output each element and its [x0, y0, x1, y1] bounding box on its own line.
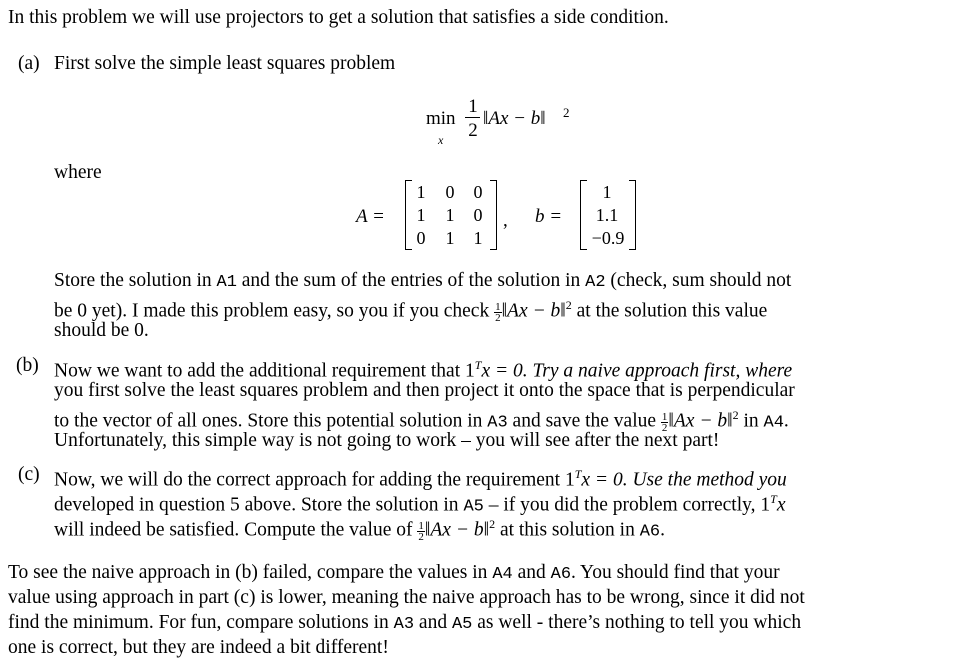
text-fragment: x [776, 494, 786, 516]
text-fragment: Now we want to add the additional requirement that 1 [54, 360, 475, 382]
closing-line3 [8, 610, 946, 637]
text-fragment: – if you did the problem correctly, 1 [483, 494, 771, 516]
objective-frac-den: 2 [468, 120, 478, 141]
part-a-store-line3 [54, 318, 946, 343]
var-A3: A3 [487, 413, 508, 433]
fraction-numerator: 1 [495, 300, 501, 313]
matrix-A-cell: 1 [416, 205, 426, 225]
closing-line4 [8, 635, 946, 660]
var-A1: A1 [216, 273, 237, 292]
text-fragment: one is correct, but they are indeed a bit different! [8, 637, 389, 658]
inline-norm: ‖Ax − b‖ [424, 519, 490, 541]
matrix-A [405, 180, 497, 250]
transpose-sup: T [574, 467, 582, 481]
text-fragment: and the sum of the entries of the solution in [236, 270, 586, 291]
var-A6: A6 [550, 565, 572, 584]
intro-text [8, 5, 968, 30]
objective-power: 2 [563, 105, 570, 120]
var-A5: A5 [451, 615, 473, 634]
inline-norm-power: 2 [489, 517, 496, 531]
fraction-numerator: 1 [418, 519, 424, 532]
A-label: A = [356, 206, 385, 227]
objective-equation [426, 92, 626, 147]
text-fragment: x = 0. Use the method you [581, 469, 787, 491]
var-A4: A4 [492, 565, 513, 584]
text-fragment: value using approach in part (c) is lower, meaning the naive approach has to be wrong, since it did not [8, 587, 805, 608]
text-fragment: x = 0. Try a naive approach first, where [481, 360, 793, 382]
part-a-text: First solve the simple least squares problem [54, 53, 396, 74]
part-a-intro [54, 51, 954, 76]
transpose-sup: T [770, 492, 777, 506]
inline-fraction [417, 521, 425, 542]
intro-sentence: In this problem we will use projectors to get a solution that satisfies a side condition. [8, 7, 669, 28]
fraction-denominator: 2 [495, 311, 501, 324]
matrix-A-cell: 0 [473, 205, 483, 225]
text-fragment: (check, sum should not [605, 270, 792, 291]
fraction-denominator: 2 [418, 530, 424, 543]
matrix-A-cell: 1 [416, 182, 426, 202]
part-b-label: (b) [16, 355, 39, 376]
part-a-label: (a) [18, 53, 40, 74]
transpose-sup: T [474, 358, 482, 372]
text-fragment: Store the solution in [54, 270, 217, 291]
vector-b-cell: 1 [602, 182, 612, 202]
vector-b [580, 180, 636, 250]
min-subscript: x [438, 133, 444, 147]
part-a-store-line1 [54, 268, 946, 295]
var-A3: A3 [393, 615, 415, 634]
text-fragment: . [660, 519, 665, 541]
matrix-A-cell: 0 [416, 228, 426, 248]
matrix-comma: , [503, 210, 508, 231]
text-fragment: developed in question 5 above. Store the solution in [54, 494, 464, 516]
inline-norm: ‖Ax − b‖ [501, 300, 566, 322]
part-c-line3 [54, 512, 946, 545]
matrix-A-cell: 0 [473, 182, 483, 202]
text-fragment: will indeed be satisfied. Compute the value of [54, 519, 418, 541]
fraction-denominator: 2 [661, 421, 668, 434]
where-label: where [54, 162, 102, 183]
text-fragment: should be 0. [54, 320, 149, 341]
text-fragment: and save the value [507, 410, 661, 432]
objective-norm: ‖Ax − b‖ [483, 108, 546, 129]
text-fragment: at the solution this value [571, 300, 768, 322]
var-A5: A5 [463, 497, 484, 517]
var-A6: A6 [639, 522, 661, 542]
inline-norm: ‖Ax − b‖ [668, 410, 733, 432]
var-A2: A2 [585, 273, 606, 292]
text-fragment: find the minimum. For fun, compare solutions in [8, 612, 394, 633]
text-fragment: as well - there’s nothing to tell you which [472, 612, 802, 633]
inline-norm-power: 2 [732, 408, 739, 422]
text-fragment: be 0 yet). I made this problem easy, so you if you check [54, 300, 495, 322]
text-fragment: and [414, 612, 452, 633]
text-fragment: at this solution in [495, 519, 640, 541]
text-fragment: to the vector of all ones. Store this potential solution in [54, 410, 488, 432]
matrix-A-cell: 1 [445, 205, 455, 225]
inline-norm-power: 2 [565, 298, 572, 312]
text-fragment: Now, we will do the correct approach for adding the requirement 1 [54, 469, 575, 491]
vector-b-cell: 1.1 [595, 205, 619, 225]
b-label: b = [535, 206, 563, 227]
var-A4: A4 [763, 413, 784, 433]
matrix-A-cell: 0 [445, 182, 455, 202]
min-operator: min [426, 108, 456, 129]
text-fragment: Unfortunately, this simple way is not going to work – you will see after the next part! [54, 430, 720, 451]
text-fragment: and [512, 562, 551, 583]
text-fragment: you first solve the least squares problem and then project it onto the space that is perpendicular [54, 380, 795, 401]
text-fragment: To see the naive approach in (b) failed, compare the values in [8, 562, 493, 583]
part-b-line2 [54, 378, 946, 403]
fraction-numerator: 1 [661, 410, 668, 423]
objective-frac-num: 1 [468, 96, 478, 117]
text-fragment: . You should find that your [571, 562, 780, 583]
part-c-label: (c) [18, 464, 40, 485]
text-fragment: in [738, 410, 764, 432]
vector-b-cell: −0.9 [591, 228, 625, 248]
part-b-line4 [54, 428, 946, 453]
matrix-A-cell: 1 [445, 228, 455, 248]
closing-line1 [8, 560, 946, 587]
closing-line2 [8, 585, 946, 610]
text-fragment: . [783, 410, 789, 432]
matrix-A-cell: 1 [473, 228, 483, 248]
